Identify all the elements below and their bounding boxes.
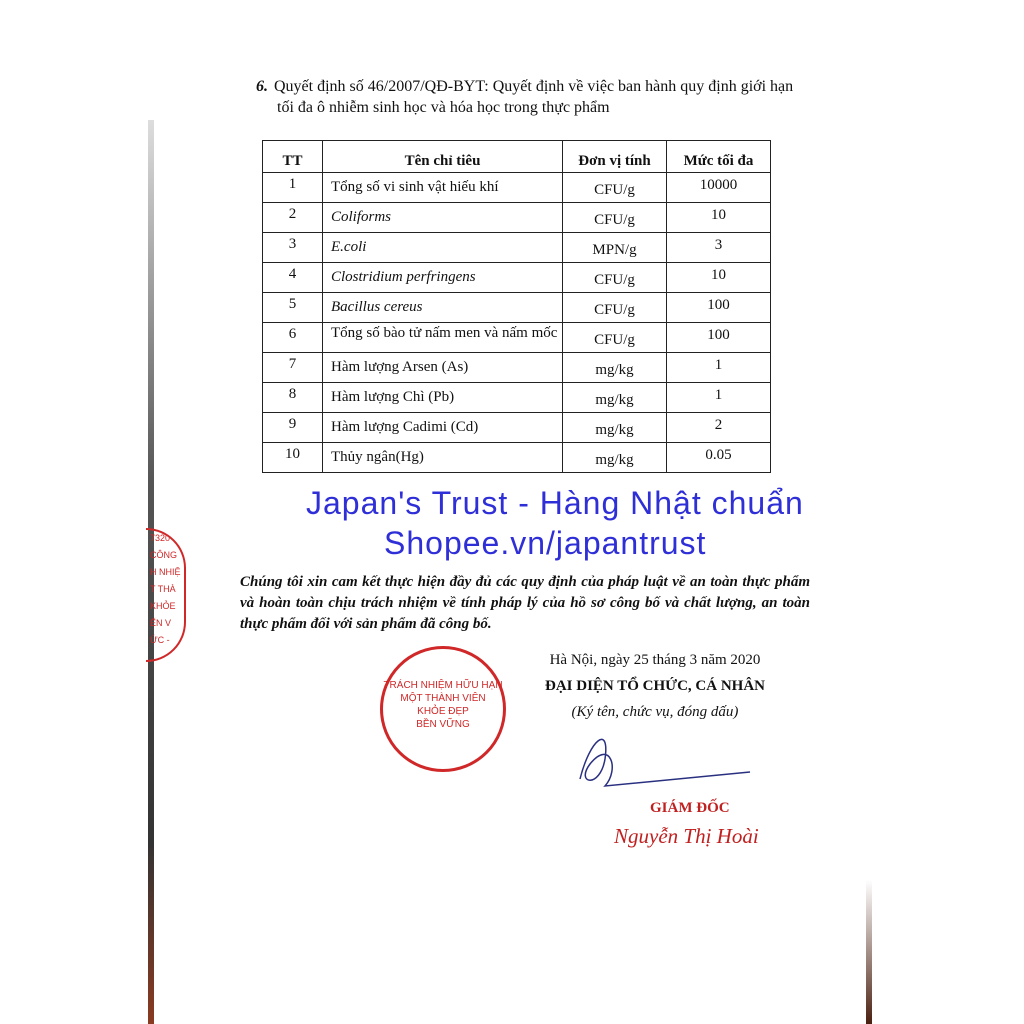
partial-stamp [146,528,186,662]
cell-unit: MPN/g [563,233,667,263]
director-title: GIÁM ĐỐC [650,800,730,816]
cell-max: 10 [667,203,771,233]
stamp-line: MỘT THÀNH VIÊN [400,693,486,704]
table-row [263,173,771,203]
stamp-fragment: ỨC - [150,635,170,645]
cell-tt: 1 [263,173,323,203]
stamp-fragment: 7320 [150,533,171,543]
cell-name: Hàm lượng Arsen (As) [323,353,563,383]
cell-tt: 2 [263,203,323,233]
cell-tt: 8 [263,383,323,413]
cell-tt: 7 [263,353,323,383]
cell-tt: 3 [263,233,323,263]
cell-max: 100 [667,293,771,323]
table-row [263,443,771,473]
stamp-fragment: H NHIỆ [150,567,181,577]
cell-unit: CFU/g [563,323,667,353]
table-row [263,323,771,353]
stamp-line: KHỎE ĐẸP [417,706,469,717]
table-row [263,233,771,263]
company-stamp [380,646,506,772]
cell-tt: 4 [263,263,323,293]
cell-unit: mg/kg [563,383,667,413]
table-row [263,293,771,323]
header-max: Mức tối đa [667,141,771,173]
cell-name: Thủy ngân(Hg) [323,443,563,473]
sign-note: (Ký tên, chức vụ, đóng dấu) [571,704,739,720]
cell-tt: 6 [263,323,323,353]
watermark-line2: Shopee.vn/japantrust [384,525,707,561]
cell-max: 1 [667,383,771,413]
stamp-line: BỀN VỮNG [416,719,470,730]
table-row [263,353,771,383]
cell-name: Hàm lượng Chì (Pb) [323,383,563,413]
date-line: Hà Nội, ngày 25 tháng 3 năm 2020 [549,652,761,668]
table-row [263,263,771,293]
cell-unit: CFU/g [563,293,667,323]
signature-block [520,650,790,722]
cell-max: 0.05 [667,443,771,473]
cell-unit: mg/kg [563,353,667,383]
cell-max: 3 [667,233,771,263]
representative-label: ĐẠI DIỆN TỔ CHỨC, CÁ NHÂN [544,678,765,694]
cell-unit: mg/kg [563,413,667,443]
commitment-text: Chúng tôi xin cam kết thực hiện đầy đủ các quy định của pháp luật về an toàn thực phẩm và hoàn toàn chịu trách nhiệm về tính pháp lý của hồ sơ công bố và chất lượng, an toàn thực phẩm đối với sản phẩm đã công bố. [240,574,810,632]
cell-max: 10 [667,263,771,293]
header-unit: Đơn vị tính [563,141,667,173]
table-row [263,203,771,233]
cell-name: E.coli [323,233,563,263]
stamp-line: TRÁCH NHIỆM HỮU HẠN [383,680,503,691]
stamp-fragment: ẾN V [150,618,172,628]
section-heading [256,76,876,118]
stamp-fragment: KHỎE [150,601,176,611]
cell-tt: 10 [263,443,323,473]
cell-max: 1 [667,353,771,383]
heading-line2: tối đa ô nhiễm sinh học và hóa học trong thực phẩm [277,99,610,116]
cell-name: Hàm lượng Cadimi (Cd) [323,413,563,443]
table-row [263,383,771,413]
cell-unit: CFU/g [563,173,667,203]
cell-name: Tổng số vi sinh vật hiếu khí [323,173,563,203]
director-name: Nguyễn Thị Hoài [614,824,759,848]
stamp-fragment: T THÀ [150,584,176,594]
header-tt: TT [263,141,323,173]
scan-border-right [866,880,872,1024]
section-number: 6. [256,78,268,95]
header-name: Tên chỉ tiêu [323,141,563,173]
signature-scribble [560,724,760,794]
cell-tt: 5 [263,293,323,323]
cell-name: Tổng số bào tử nấm men và nấm mốc [323,323,563,353]
table-row [263,413,771,443]
heading-line1: Quyết định số 46/2007/QĐ-BYT: Quyết định về việc ban hành quy định giới hạn [274,78,794,95]
cell-unit: CFU/g [563,263,667,293]
cell-unit: mg/kg [563,443,667,473]
cell-max: 10000 [667,173,771,203]
limits-table [262,140,771,473]
cell-max: 100 [667,323,771,353]
watermark-line1: Japan's Trust - Hàng Nhật chuẩn [306,485,804,521]
cell-unit: CFU/g [563,203,667,233]
stamp-fragment: CÔNG [150,550,177,560]
cell-name: Bacillus cereus [323,293,563,323]
cell-max: 2 [667,413,771,443]
cell-name: Clostridium perfringens [323,263,563,293]
cell-tt: 9 [263,413,323,443]
cell-name: Coliforms [323,203,563,233]
